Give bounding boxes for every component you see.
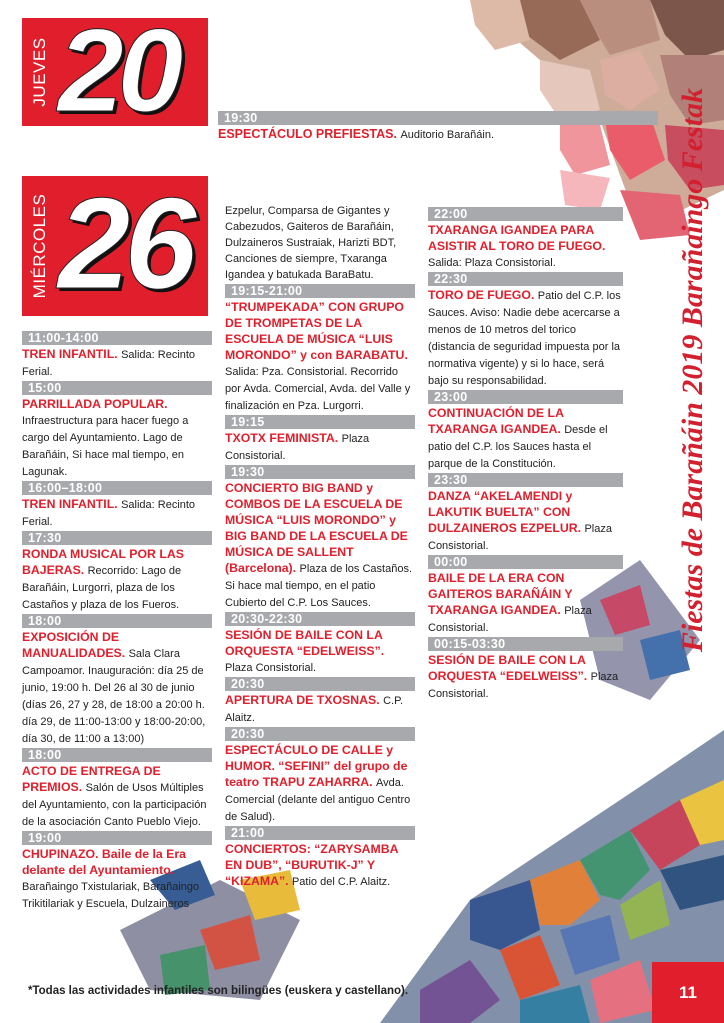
event-title bbox=[22, 846, 212, 912]
schedule-item bbox=[428, 473, 623, 554]
time-bar: 00:15-03:30 bbox=[428, 637, 623, 651]
event-description: Recorrido: Lago de Barañáin, Lurgorri, plaza de los Castaños y plaza de los Fueros. bbox=[22, 565, 182, 611]
time-bar: 21:00 bbox=[225, 826, 415, 840]
schedule-item bbox=[428, 272, 623, 389]
time-bar: 19:15 bbox=[225, 415, 415, 429]
column-1 bbox=[22, 330, 212, 912]
festival-title-vertical: Fiestas de Barañáin 2019 Barañaingo Festak bbox=[676, 87, 709, 653]
event-description: Plaza Consistorial. bbox=[225, 433, 370, 462]
event-title-text: RONDA MUSICAL POR LAS BAJERAS. bbox=[22, 547, 184, 577]
event-description: C.P. Alaitz. bbox=[225, 695, 404, 724]
event-title bbox=[22, 629, 212, 747]
schedule-item bbox=[225, 727, 415, 825]
event-description: Plaza Consistorial. bbox=[428, 671, 619, 700]
schedule-item bbox=[225, 677, 415, 726]
time-bar: 20:30-22:30 bbox=[225, 612, 415, 626]
schedule-item bbox=[428, 207, 623, 271]
time-bar: 18:00 bbox=[22, 614, 212, 628]
event-title-text: ESPECTÁCULO PREFIESTAS. bbox=[218, 127, 397, 141]
schedule-item bbox=[22, 381, 212, 480]
day-number: 26 bbox=[58, 170, 191, 316]
column-2 bbox=[225, 203, 415, 890]
event-description: Salida: Recinto Ferial. bbox=[22, 499, 196, 528]
event-title bbox=[225, 692, 415, 726]
event-description: Infraestructura para hacer fuego a cargo del Ayuntamiento. Lago de Barañáin, Si hace mal tiempo, en Lagunak. bbox=[22, 415, 189, 478]
day-number: 20 bbox=[58, 5, 178, 137]
event-description: Desde el patio del C.P. los Sauces hasta el parque de la Constitución. bbox=[428, 424, 608, 470]
event-description: Plaza Consistorial. bbox=[225, 662, 317, 674]
event-title bbox=[225, 430, 415, 464]
schedule-item bbox=[22, 331, 212, 380]
schedule-item bbox=[22, 531, 212, 613]
event-title-text: ESPECTÁCULO DE CALLE y HUMOR. “SEFINI” del grupo de teatro TRAPU ZAHARRA. bbox=[225, 743, 408, 789]
time-bar: 19:30 bbox=[218, 111, 658, 125]
footnote: *Todas las actividades infantiles son bilingües (euskera y castellano). bbox=[28, 985, 409, 997]
schedule-item bbox=[225, 826, 415, 890]
thursday-event bbox=[218, 110, 658, 143]
time-bar: 20:30 bbox=[225, 677, 415, 691]
time-bar: 19:00 bbox=[22, 831, 212, 845]
event-title-text: BAILE DE LA ERA CON GAITEROS BARAÑÁIN Y TXARANGA IGANDEA. bbox=[428, 571, 573, 617]
event-title-text: APERTURA DE TXOSNAS. bbox=[225, 693, 380, 707]
schedule-item bbox=[225, 612, 415, 676]
event-title-text: DANZA “AKELAMENDI y LAKUTIK BUELTA” CON DULZAINEROS EZPELUR. bbox=[428, 489, 582, 535]
thursday-header bbox=[22, 5, 212, 137]
event-description: Plaza Consistorial. bbox=[428, 523, 612, 552]
event-description: Plaza Consistorial. bbox=[428, 605, 592, 634]
time-bar: 22:00 bbox=[428, 207, 623, 221]
event-title bbox=[428, 570, 623, 636]
schedule-item bbox=[225, 284, 415, 414]
event-title-text: CONCIERTO BIG BAND y COMBOS DE LA ESCUELA DE MÚSICA “LUIS MORONDO” y BIG BAND DE LA ESCUELA DE MÚSICA DE SALLENT (Barcelona). bbox=[225, 481, 408, 575]
time-bar: 20:30 bbox=[225, 727, 415, 741]
schedule-item bbox=[22, 748, 212, 830]
event-title-text: PARRILLADA POPULAR. bbox=[22, 397, 168, 411]
event-description: Sala Clara Campoamor. Inauguración: día 25 de junio, 19:00 h. Del 26 al 30 de junio (días 26, 27 y 28, de 18:00 a 20:00 h. día 29, de 11:00-13:00 y 18:00-20:00, día 30, de 11:00 a 13:00) bbox=[22, 648, 206, 745]
event-title bbox=[225, 299, 415, 414]
event-title bbox=[22, 763, 212, 830]
schedule-item bbox=[428, 555, 623, 636]
continued-text: Ezpelur, Comparsa de Gigantes y Cabezudos, Gaiteros de Barañáin, Dulzaineros Sustraiak, Harizti BDT, Canciones de siempre, Txaranga Igandea y batukada BaraBatu. bbox=[225, 205, 397, 281]
event-title-text: SESIÓN DE BAILE CON LA ORQUESTA “EDELWEISS”. bbox=[428, 653, 588, 683]
event-description: Salida: Recinto Ferial. bbox=[22, 349, 196, 378]
column-3 bbox=[428, 206, 623, 702]
event-title bbox=[428, 405, 623, 472]
wednesday-header bbox=[22, 170, 212, 321]
weekday-label: MIÉRCOLES bbox=[22, 176, 58, 316]
event-title bbox=[218, 126, 658, 143]
schedule-item bbox=[22, 481, 212, 530]
time-bar: 23:30 bbox=[428, 473, 623, 487]
event-title bbox=[225, 480, 415, 611]
time-bar: 19:15-21:00 bbox=[225, 284, 415, 298]
schedule-item bbox=[22, 831, 212, 912]
event-title bbox=[22, 396, 212, 480]
event-title bbox=[428, 287, 623, 389]
schedule-item bbox=[428, 390, 623, 472]
event-title-text: CONCIERTOS: “ZARYSAMBA EN DUB”, “BURUTIK-J” Y “KIZAMA”. bbox=[225, 842, 399, 888]
event-title bbox=[22, 546, 212, 613]
time-bar: 16:00–18:00 bbox=[22, 481, 212, 495]
event-title-text: TXOTX FEMINISTA. bbox=[225, 431, 339, 445]
event-description: Salón de Usos Múltiples del Ayuntamiento, con la participación de la asociación Canto Pueblo Viejo. bbox=[22, 782, 207, 828]
event-description: Salida: Pza. Consistorial. Recorrido por Avda. Comercial, Avda. del Valle y finalización en Pza. Lurgorri. bbox=[225, 366, 411, 412]
event-description: Salida: Plaza Consistorial. bbox=[428, 257, 556, 269]
schedule-item bbox=[428, 637, 623, 702]
event-description: Patio del C.P. Alaitz. bbox=[291, 876, 391, 888]
time-bar: 23:00 bbox=[428, 390, 623, 404]
event-title bbox=[22, 346, 212, 380]
event-title bbox=[225, 627, 415, 676]
event-title-text: TREN INFANTIL. bbox=[22, 347, 118, 361]
event-title bbox=[428, 652, 623, 702]
event-place: Auditorio Barañáin. bbox=[400, 129, 495, 141]
time-bar: 11:00-14:00 bbox=[22, 331, 212, 345]
event-title-text: TORO DE FUEGO. bbox=[428, 288, 535, 302]
time-bar: 18:00 bbox=[22, 748, 212, 762]
event-title-text: TREN INFANTIL. bbox=[22, 497, 118, 511]
event-title-text: EXPOSICIÓN DE MANUALIDADES. bbox=[22, 630, 126, 660]
time-bar: 15:00 bbox=[22, 381, 212, 395]
weekday-label: JUEVES bbox=[22, 18, 58, 126]
event-description: Patio del C.P. los Sauces. Aviso: Nadie debe acercarse a menos de 10 metros del torico (distancia de seguridad impuesta por la normativa vigente) y si lo hace, será bajo su responsabilidad. bbox=[428, 290, 621, 387]
event-title bbox=[428, 222, 623, 271]
column-2-events bbox=[225, 284, 415, 890]
time-bar: 00:00 bbox=[428, 555, 623, 569]
schedule-item bbox=[22, 614, 212, 747]
event-description: Plaza de los Castaños. Si hace mal tiempo, en el patio Cubierto del C.P. Los Sauces. bbox=[225, 563, 413, 609]
event-description: Barañaingo Txistulariak, Barañaingo Trikitilariak y Escuela, Dulzaineros bbox=[22, 881, 200, 910]
event-title bbox=[225, 742, 415, 825]
event-title-text: TXARANGA IGANDEA PARA ASISTIR AL TORO DE FUEGO. bbox=[428, 223, 606, 253]
time-bar: 17:30 bbox=[22, 531, 212, 545]
event-title-text: ACTO DE ENTREGA DE PREMIOS. bbox=[22, 764, 161, 794]
schedule-item bbox=[225, 415, 415, 464]
schedule-item bbox=[225, 465, 415, 611]
time-bar: 19:30 bbox=[225, 465, 415, 479]
event-title-text: CHUPINAZO. Baile de la Era delante del Ayuntamiento. bbox=[22, 847, 187, 877]
time-bar: 22:30 bbox=[428, 272, 623, 286]
page-number: 11 bbox=[652, 962, 724, 1023]
event-title-text: SESIÓN DE BAILE CON LA ORQUESTA “EDELWEISS”. bbox=[225, 628, 385, 658]
event-title-text: “TRUMPEKADA” CON GRUPO DE TROMPETAS DE LA ESCUELA DE MÚSICA “LUIS MORONDO” y con BARABATU. bbox=[225, 300, 408, 362]
event-description: Avda. Comercial (delante del antiguo Centro de Salud). bbox=[225, 777, 411, 823]
event-title bbox=[225, 841, 415, 890]
event-title bbox=[22, 496, 212, 530]
event-title-text: CONTINUACIÓN DE LA TXARANGA IGANDEA. bbox=[428, 406, 564, 436]
event-title bbox=[428, 488, 623, 554]
